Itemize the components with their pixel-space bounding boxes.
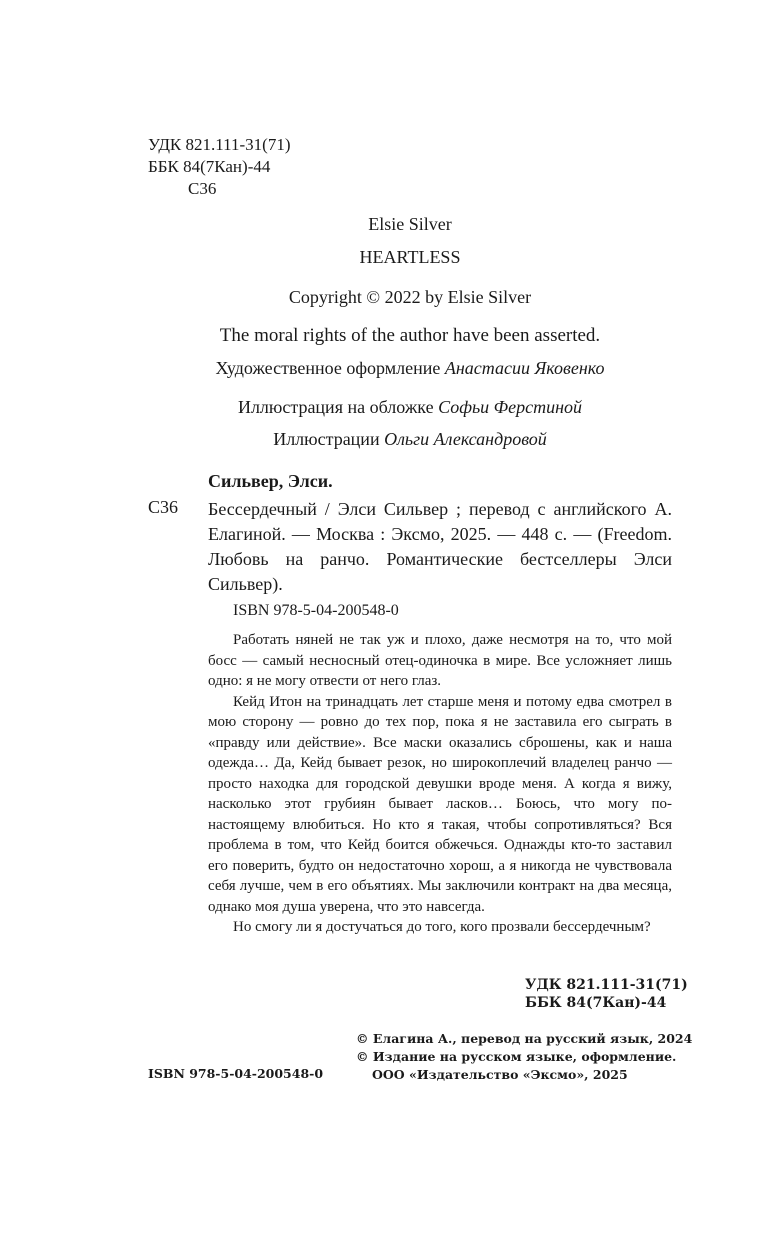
annotation [208,630,672,938]
annotation-paragraph: Кейд Итон на тринадцать лет старше меня и потому едва смотрел в мою сторону — ровно до тех пор, пока я не заставила его сыграть в «правду или действие». Все маски оказались сброшены, как и наша одежда… Да, Кейд бывает резок, но широкоплечий владелец ранчо — просто находка для городской девушки вроде меня. А когда я вижу, насколько этот грубиян бывает ласков… Боюсь, что могу по-настоящему влюбиться. Но кто я такая, чтобы сопротивляться? Вся проблема в том, что Кейд боится обжечься. Однажды кто-то заставил его поверить, будто он недостаточно хорош, а я никогда не чувствовала себя лучше, чем в его объятиях. Мы заключили контракт на два месяца, однако моя душа уверена, что это навсегда. [208,693,672,915]
catalog-description: Бессердечный / Элси Сильвер ; перевод с английского А. Елагиной. — Москва : Эксмо, 2025. — 448 с. — (Freedom. Любовь на ранчо. Романтические бестселлеры Элси Сильвер). [208,499,672,594]
catalog-isbn: ISBN 978-5-04-200548-0 [233,602,399,619]
footer-udk: УДК 821.111-31(71) [525,977,688,993]
bbk-code: ББК 84(7Кан)-44 [148,157,271,176]
annotation-paragraph: Но смогу ли я достучаться до того, кого прозвали бессердечным? [233,919,651,935]
classification-codes [148,134,290,200]
catalog-sign: С36 [148,497,179,517]
cover-label: Иллюстрация на обложке [237,397,434,417]
original-title: HEARTLESS [359,247,461,267]
footer-codes [525,976,688,1012]
copyright-translation: © Елагина А., перевод на русский язык, 2024 [356,1031,693,1046]
author-sign: С36 [188,179,217,198]
illustrations-name: Ольги Александровой [384,429,547,449]
catalog-heading: Сильвер, Элси. [208,471,333,491]
copyright-block [356,1030,692,1084]
illustrations-label: Иллюстрации [273,429,380,449]
illustrations-credit [60,429,760,450]
footer-bbk: ББК 84(7Кан)-44 [525,995,667,1011]
annotation-paragraph: Работать няней не так уж и плохо, даже несмотря на то, что мой босс — самый несносный отец-одиночка в мире. Все усложняет лишь одно: я не могу отвести от него глаз. [208,632,672,689]
original-author: Elsie Silver [368,214,452,234]
design-name: Анастасии Яковенко [444,358,605,378]
footer-isbn: ISBN 978-5-04-200548-0 [148,1066,324,1081]
design-label: Художественное оформление [215,358,441,378]
cover-name: Софьи Ферстиной [438,397,583,417]
cover-credit [60,397,760,418]
design-credit [60,358,760,379]
copyright-notice: Copyright © 2022 by Elsie Silver [288,287,532,307]
copyright-edition: © Издание на русском языке, оформление. [356,1049,677,1064]
udk-code: УДК 821.111-31(71) [148,135,291,154]
copyright-publisher: ООО «Издательство «Эксмо», 2025 [372,1067,628,1082]
moral-rights: The moral rights of the author have been asserted. [219,325,601,346]
